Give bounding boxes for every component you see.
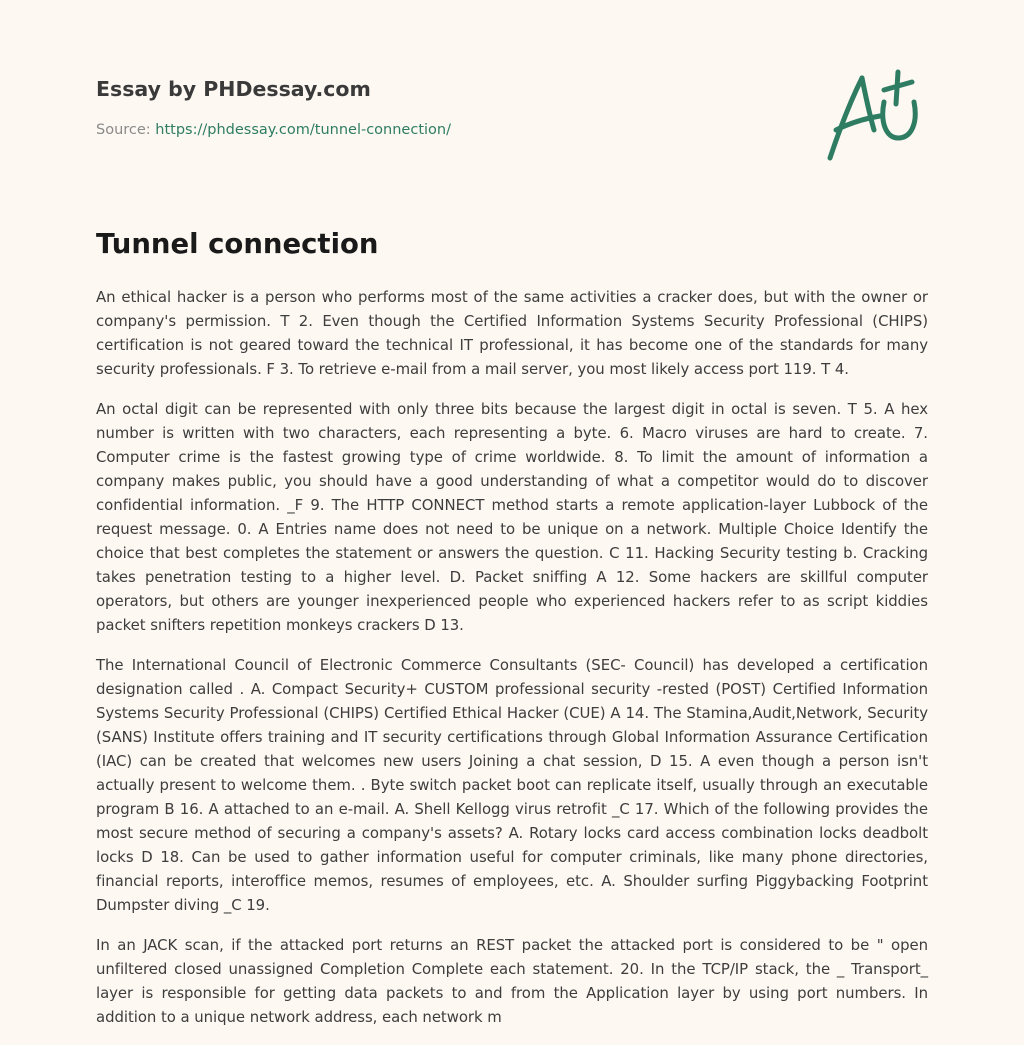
page-title: Tunnel connection <box>96 228 379 260</box>
essay-paragraph: The International Council of Electronic Commerce Consultants (SEC- Council) has developed a certification designation called . A. Compact Security+ CUSTOM professional security -rested (POST) Certified Information Systems Security Professional (CHIPS) Certified Ethical Hacker (CUE) A 14. The Stamina,Audit,Network, Security (SANS) Institute offers training and IT security certifications through Global Information Assurance Certification (IAC) can be created that welcomes new users Joining a chat session, D 15. A even though a person isn't actually present to welcome them. . Byte switch packet boot can replicate itself, usually through an executable program B 16. A attached to an e-mail. A. Shell Kellogg virus retrofit _C 17. Which of the following provides the most secure method of securing a company's assets? A. Rotary locks card access combination locks deadbolt locks D 18. Can be used to gather information useful for computer criminals, like many phone directories, financial reports, interoffice memos, resumes of employees, etc. A. Shoulder surfing Piggybacking Footprint Dumpster diving _C 19. <box>96 656 928 914</box>
site-title: Essay by PHDessay.com <box>96 77 371 101</box>
source-link[interactable]: https://phdessay.com/tunnel-connection/ <box>155 122 451 138</box>
essay-paragraph: An octal digit can be represented with only three bits because the largest digit in octal is seven. T 5. A hex number is written with two characters, each representing a byte. 6. Macro viruses are hard to create. 7. Computer crime is the fastest growing type of crime worldwide. 8. To limit the amount of information a company makes public, you should have a good understanding of what a competitor would do to discover confidential information. _F 9. The HTTP CONNECT method starts a remote application-layer Lubbock of the request message. 0. A Entries name does not need to be unique on a network. Multiple Choice Identify the choice that best completes the statement or answers the question. C 11. Hacking Security testing b. Cracking takes penetration testing to a higher level. D. Packet sniffing A 12. Some hackers are skillful computer operators, but others are younger inexperienced people who experienced hackers refer to as script kiddies packet snifters repetition monkeys crackers D 13. <box>96 400 928 634</box>
essay-paragraph: In an JACK scan, if the attacked port returns an REST packet the attacked port is considered to be " open unfiltered closed unassigned Completion Complete each statement. 20. In the TCP/IP stack, the _ Transport_ layer is responsible for getting data packets to and from the Application layer by using port numbers. In addition to a unique network address, each network m <box>96 936 928 1026</box>
essay-header <box>96 74 796 140</box>
essay-paragraph: An ethical hacker is a person who performs most of the same activities a cracker does, but with the owner or company's permission. T 2. Even though the Certified Information Systems Security Professional (CHIPS) certification is not geared toward the technical IT professional, it has become one of the standards for many security professionals. F 3. To retrieve e-mail from a mail server, you most likely access port 119. T 4. <box>96 288 928 378</box>
source-label: Source: <box>96 122 156 138</box>
source-line <box>96 120 796 140</box>
essay-body <box>96 285 928 1045</box>
a-plus-grade-icon <box>822 68 926 164</box>
